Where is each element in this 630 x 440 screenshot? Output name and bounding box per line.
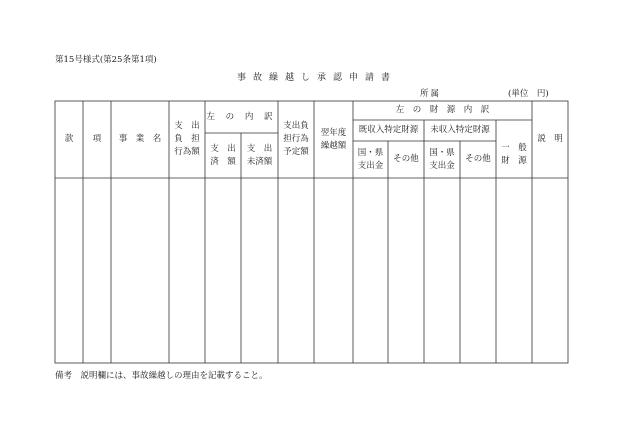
unit-label: (単位 円) bbox=[508, 89, 549, 99]
header-uchiwake-group: 左 の 内 訳 bbox=[206, 111, 277, 122]
header-kou: 項 bbox=[92, 134, 102, 144]
header-shishutsu-zumi: 支 出 済 額 bbox=[210, 143, 236, 167]
header-setsumei: 説 明 bbox=[537, 134, 563, 144]
form-title: 事故繰越し承認申請書 bbox=[236, 73, 397, 83]
header-shishutsu-futan: 支 出 負 担 行為額 bbox=[174, 121, 200, 157]
header-jigyoumei: 事 業 名 bbox=[118, 134, 162, 144]
header-kuniken-2: 国・県 支出金 bbox=[429, 147, 455, 171]
table-body-empty bbox=[55, 178, 568, 363]
affiliation-label: 所属 bbox=[420, 89, 442, 99]
header-kan: 款 bbox=[64, 134, 74, 144]
header-futan-yotei: 支出負 担行為 予定額 bbox=[283, 121, 309, 157]
header-mishuunyu: 未収入特定財源 bbox=[430, 125, 490, 135]
header-ippan: 一 般 財 源 bbox=[501, 143, 527, 166]
header-sonota-2: その他 bbox=[465, 154, 491, 164]
remarks-note: 備考 説明欄には、事故繰越しの理由を記載すること。 bbox=[55, 371, 268, 381]
header-kishuunyu: 既収入特定財源 bbox=[358, 125, 419, 135]
header-zaigen-group: 左 の 財 源 内 訳 bbox=[395, 105, 490, 115]
form-number: 第15号様式(第25条第1項) bbox=[55, 55, 157, 65]
header-kuniken-1: 国・県 支出金 bbox=[357, 147, 384, 171]
header-sonota-1: その他 bbox=[393, 154, 419, 164]
header-shishutsu-misai: 支 出 未済額 bbox=[246, 143, 273, 167]
header-yokunendo: 翌年度 繰越額 bbox=[320, 127, 347, 151]
